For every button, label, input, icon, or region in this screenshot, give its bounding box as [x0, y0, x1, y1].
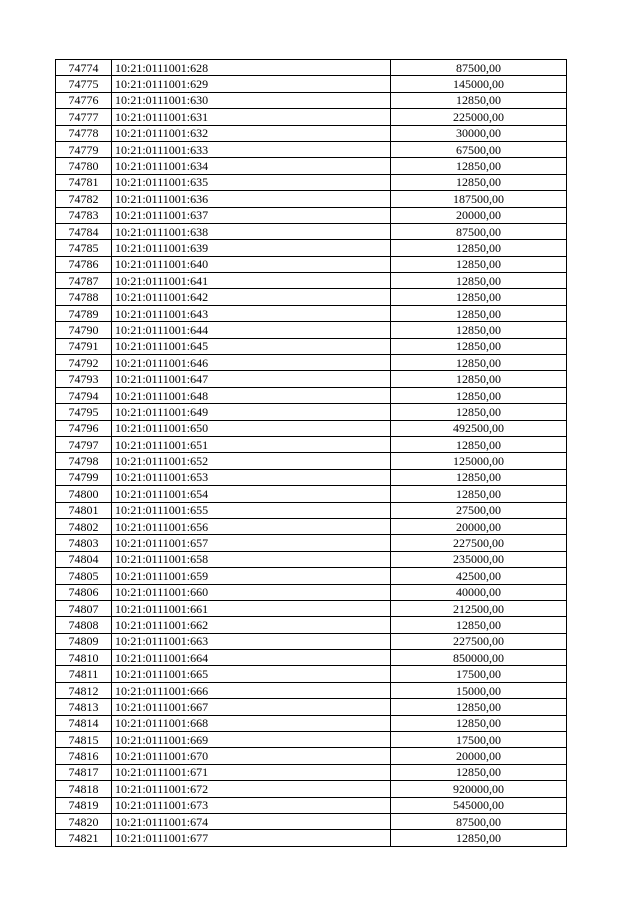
- cadastral-code-cell: 10:21:0111001:646: [112, 355, 391, 371]
- row-number-cell: 74807: [56, 600, 112, 616]
- table-row: [56, 60, 567, 76]
- row-number-cell: 74820: [56, 813, 112, 829]
- cadastral-code-cell: 10:21:0111001:654: [112, 486, 391, 502]
- cadastral-code-cell: 10:21:0111001:637: [112, 207, 391, 223]
- row-number-cell: 74802: [56, 518, 112, 534]
- cadastral-code-cell: 10:21:0111001:647: [112, 371, 391, 387]
- table-row: [56, 273, 567, 289]
- row-number-cell: 74787: [56, 273, 112, 289]
- row-number-cell: 74795: [56, 404, 112, 420]
- table-row: [56, 666, 567, 682]
- cadastral-code-cell: 10:21:0111001:667: [112, 699, 391, 715]
- table-row: [56, 420, 567, 436]
- amount-cell: 17500,00: [391, 732, 567, 748]
- cadastral-code-cell: 10:21:0111001:635: [112, 174, 391, 190]
- table-row: [56, 502, 567, 518]
- amount-cell: 20000,00: [391, 748, 567, 764]
- table-row: [56, 371, 567, 387]
- table-row: [56, 305, 567, 321]
- cadastral-code-cell: 10:21:0111001:649: [112, 404, 391, 420]
- table-body: [56, 60, 567, 847]
- amount-cell: 12850,00: [391, 240, 567, 256]
- amount-cell: 40000,00: [391, 584, 567, 600]
- table-row: [56, 813, 567, 829]
- row-number-cell: 74817: [56, 764, 112, 780]
- table-row: [56, 600, 567, 616]
- cadastral-code-cell: 10:21:0111001:642: [112, 289, 391, 305]
- row-number-cell: 74819: [56, 797, 112, 813]
- cadastral-code-cell: 10:21:0111001:677: [112, 830, 391, 846]
- table-row: [56, 764, 567, 780]
- cadastral-code-cell: 10:21:0111001:634: [112, 158, 391, 174]
- amount-cell: 545000,00: [391, 797, 567, 813]
- row-number-cell: 74809: [56, 633, 112, 649]
- cadastral-code-cell: 10:21:0111001:664: [112, 650, 391, 666]
- cadastral-code-cell: 10:21:0111001:670: [112, 748, 391, 764]
- table-row: [56, 584, 567, 600]
- row-number-cell: 74814: [56, 715, 112, 731]
- cadastral-code-cell: 10:21:0111001:638: [112, 223, 391, 239]
- row-number-cell: 74781: [56, 174, 112, 190]
- cadastral-code-cell: 10:21:0111001:666: [112, 682, 391, 698]
- table-row: [56, 633, 567, 649]
- cadastral-code-cell: 10:21:0111001:641: [112, 273, 391, 289]
- amount-cell: 12850,00: [391, 338, 567, 354]
- cadastral-code-cell: 10:21:0111001:632: [112, 125, 391, 141]
- amount-cell: 12850,00: [391, 436, 567, 452]
- table-row: [56, 240, 567, 256]
- data-table: [55, 59, 567, 847]
- amount-cell: 12850,00: [391, 617, 567, 633]
- table-row: [56, 158, 567, 174]
- table-row: [56, 355, 567, 371]
- amount-cell: 12850,00: [391, 387, 567, 403]
- row-number-cell: 74792: [56, 355, 112, 371]
- row-number-cell: 74810: [56, 650, 112, 666]
- row-number-cell: 74786: [56, 256, 112, 272]
- amount-cell: 212500,00: [391, 600, 567, 616]
- amount-cell: 87500,00: [391, 223, 567, 239]
- cadastral-code-cell: 10:21:0111001:639: [112, 240, 391, 256]
- amount-cell: 12850,00: [391, 764, 567, 780]
- cadastral-code-cell: 10:21:0111001:650: [112, 420, 391, 436]
- amount-cell: 12850,00: [391, 256, 567, 272]
- amount-cell: 15000,00: [391, 682, 567, 698]
- row-number-cell: 74790: [56, 322, 112, 338]
- cadastral-code-cell: 10:21:0111001:629: [112, 76, 391, 92]
- amount-cell: 850000,00: [391, 650, 567, 666]
- amount-cell: 87500,00: [391, 60, 567, 76]
- cadastral-code-cell: 10:21:0111001:665: [112, 666, 391, 682]
- row-number-cell: 74789: [56, 305, 112, 321]
- amount-cell: 12850,00: [391, 355, 567, 371]
- cadastral-code-cell: 10:21:0111001:674: [112, 813, 391, 829]
- cadastral-code-cell: 10:21:0111001:631: [112, 109, 391, 125]
- table-row: [56, 76, 567, 92]
- cadastral-code-cell: 10:21:0111001:669: [112, 732, 391, 748]
- amount-cell: 227500,00: [391, 535, 567, 551]
- row-number-cell: 74801: [56, 502, 112, 518]
- amount-cell: 12850,00: [391, 174, 567, 190]
- cadastral-code-cell: 10:21:0111001:673: [112, 797, 391, 813]
- table-row: [56, 568, 567, 584]
- amount-cell: 17500,00: [391, 666, 567, 682]
- row-number-cell: 74797: [56, 436, 112, 452]
- amount-cell: 125000,00: [391, 453, 567, 469]
- row-number-cell: 74774: [56, 60, 112, 76]
- table-row: [56, 518, 567, 534]
- cadastral-code-cell: 10:21:0111001:653: [112, 469, 391, 485]
- cadastral-code-cell: 10:21:0111001:659: [112, 568, 391, 584]
- cadastral-code-cell: 10:21:0111001:652: [112, 453, 391, 469]
- amount-cell: 145000,00: [391, 76, 567, 92]
- row-number-cell: 74811: [56, 666, 112, 682]
- row-number-cell: 74812: [56, 682, 112, 698]
- cadastral-code-cell: 10:21:0111001:656: [112, 518, 391, 534]
- amount-cell: 12850,00: [391, 322, 567, 338]
- amount-cell: 12850,00: [391, 273, 567, 289]
- cadastral-code-cell: 10:21:0111001:668: [112, 715, 391, 731]
- cadastral-code-cell: 10:21:0111001:662: [112, 617, 391, 633]
- row-number-cell: 74815: [56, 732, 112, 748]
- row-number-cell: 74796: [56, 420, 112, 436]
- amount-cell: 227500,00: [391, 633, 567, 649]
- row-number-cell: 74785: [56, 240, 112, 256]
- cadastral-code-cell: 10:21:0111001:661: [112, 600, 391, 616]
- amount-cell: 12850,00: [391, 371, 567, 387]
- cadastral-code-cell: 10:21:0111001:633: [112, 141, 391, 157]
- row-number-cell: 74782: [56, 191, 112, 207]
- amount-cell: 492500,00: [391, 420, 567, 436]
- table-row: [56, 617, 567, 633]
- cadastral-code-cell: 10:21:0111001:645: [112, 338, 391, 354]
- row-number-cell: 74791: [56, 338, 112, 354]
- row-number-cell: 74778: [56, 125, 112, 141]
- amount-cell: 12850,00: [391, 92, 567, 108]
- table-row: [56, 125, 567, 141]
- row-number-cell: 74816: [56, 748, 112, 764]
- table-row: [56, 289, 567, 305]
- amount-cell: 12850,00: [391, 404, 567, 420]
- table-row: [56, 535, 567, 551]
- amount-cell: 27500,00: [391, 502, 567, 518]
- cadastral-code-cell: 10:21:0111001:655: [112, 502, 391, 518]
- amount-cell: 12850,00: [391, 289, 567, 305]
- amount-cell: 30000,00: [391, 125, 567, 141]
- row-number-cell: 74799: [56, 469, 112, 485]
- cadastral-code-cell: 10:21:0111001:663: [112, 633, 391, 649]
- cadastral-code-cell: 10:21:0111001:651: [112, 436, 391, 452]
- cadastral-code-cell: 10:21:0111001:628: [112, 60, 391, 76]
- cadastral-code-cell: 10:21:0111001:671: [112, 764, 391, 780]
- amount-cell: 20000,00: [391, 207, 567, 223]
- row-number-cell: 74775: [56, 76, 112, 92]
- row-number-cell: 74806: [56, 584, 112, 600]
- cadastral-code-cell: 10:21:0111001:644: [112, 322, 391, 338]
- amount-cell: 12850,00: [391, 486, 567, 502]
- cadastral-code-cell: 10:21:0111001:658: [112, 551, 391, 567]
- row-number-cell: 74793: [56, 371, 112, 387]
- row-number-cell: 74803: [56, 535, 112, 551]
- row-number-cell: 74821: [56, 830, 112, 846]
- cadastral-code-cell: 10:21:0111001:630: [112, 92, 391, 108]
- table-row: [56, 650, 567, 666]
- amount-cell: 42500,00: [391, 568, 567, 584]
- row-number-cell: 74794: [56, 387, 112, 403]
- row-number-cell: 74777: [56, 109, 112, 125]
- cadastral-code-cell: 10:21:0111001:660: [112, 584, 391, 600]
- table-row: [56, 338, 567, 354]
- table-row: [56, 797, 567, 813]
- row-number-cell: 74805: [56, 568, 112, 584]
- table-row: [56, 92, 567, 108]
- amount-cell: 225000,00: [391, 109, 567, 125]
- row-number-cell: 74788: [56, 289, 112, 305]
- table-row: [56, 748, 567, 764]
- amount-cell: 67500,00: [391, 141, 567, 157]
- amount-cell: 920000,00: [391, 781, 567, 797]
- table-row: [56, 387, 567, 403]
- amount-cell: 12850,00: [391, 305, 567, 321]
- table-row: [56, 453, 567, 469]
- amount-cell: 187500,00: [391, 191, 567, 207]
- amount-cell: 12850,00: [391, 158, 567, 174]
- table-row: [56, 551, 567, 567]
- table-row: [56, 830, 567, 846]
- amount-cell: 12850,00: [391, 830, 567, 846]
- table-row: [56, 486, 567, 502]
- amount-cell: 235000,00: [391, 551, 567, 567]
- row-number-cell: 74776: [56, 92, 112, 108]
- table-row: [56, 223, 567, 239]
- table-row: [56, 207, 567, 223]
- amount-cell: 12850,00: [391, 699, 567, 715]
- amount-cell: 12850,00: [391, 715, 567, 731]
- row-number-cell: 74813: [56, 699, 112, 715]
- row-number-cell: 74780: [56, 158, 112, 174]
- cadastral-code-cell: 10:21:0111001:648: [112, 387, 391, 403]
- table-row: [56, 469, 567, 485]
- table-row: [56, 715, 567, 731]
- table-row: [56, 682, 567, 698]
- amount-cell: 20000,00: [391, 518, 567, 534]
- table-row: [56, 781, 567, 797]
- table-row: [56, 322, 567, 338]
- amount-cell: 87500,00: [391, 813, 567, 829]
- row-number-cell: 74779: [56, 141, 112, 157]
- table-row: [56, 699, 567, 715]
- table-row: [56, 141, 567, 157]
- cadastral-code-cell: 10:21:0111001:640: [112, 256, 391, 272]
- row-number-cell: 74783: [56, 207, 112, 223]
- row-number-cell: 74798: [56, 453, 112, 469]
- row-number-cell: 74818: [56, 781, 112, 797]
- table-row: [56, 436, 567, 452]
- cadastral-code-cell: 10:21:0111001:636: [112, 191, 391, 207]
- table-row: [56, 109, 567, 125]
- table-row: [56, 404, 567, 420]
- cadastral-code-cell: 10:21:0111001:672: [112, 781, 391, 797]
- table-row: [56, 191, 567, 207]
- row-number-cell: 74784: [56, 223, 112, 239]
- row-number-cell: 74804: [56, 551, 112, 567]
- row-number-cell: 74808: [56, 617, 112, 633]
- cadastral-code-cell: 10:21:0111001:643: [112, 305, 391, 321]
- table-row: [56, 732, 567, 748]
- cadastral-code-cell: 10:21:0111001:657: [112, 535, 391, 551]
- amount-cell: 12850,00: [391, 469, 567, 485]
- row-number-cell: 74800: [56, 486, 112, 502]
- table-row: [56, 256, 567, 272]
- table-row: [56, 174, 567, 190]
